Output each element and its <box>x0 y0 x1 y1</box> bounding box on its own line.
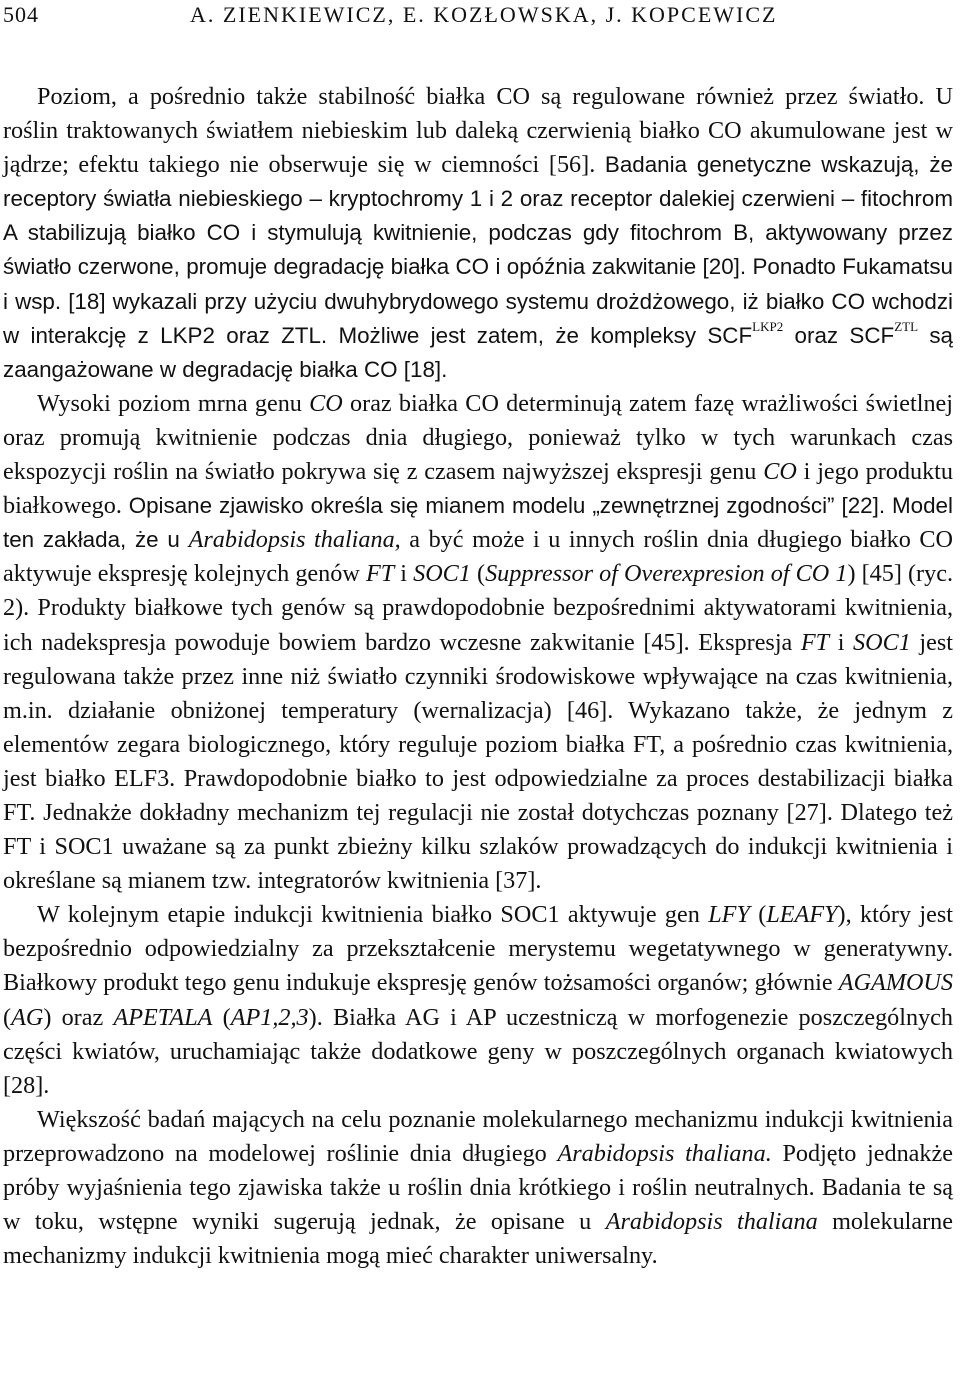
paragraph-3 <box>3 898 953 1103</box>
species-name-italic: Arabidopsis thaliana. <box>557 1139 772 1167</box>
gene-name-italic: LFY <box>708 901 750 929</box>
paragraph-2 <box>3 387 953 898</box>
running-head-authors: A. ZIENKIEWICZ, E. KOZŁOWSKA, J. KOPCEWICZ <box>190 2 778 27</box>
text-segment: molekularne mechanizmy indukcji kwitnienia mogą mieć charakter uniwersalny. <box>3 1208 954 1270</box>
text-segment: ( <box>470 560 486 588</box>
gene-name-italic: FT <box>800 628 830 656</box>
gene-name-italic: SOC1 <box>413 560 471 588</box>
text-segment: i jego produktu białkowego. <box>3 458 953 520</box>
text-segment: ). Białka AG i AP uczestniczą w morfogenezie poszczególnych części kwiatów, uruchamiając także dodatkowe geny w poszczególnych organach kwiatowych [28]. <box>3 1003 953 1099</box>
text-segment-sans: Badania genetyczne wskazują, że receptory światła niebieskiego – kryptochromy 1 i 2 oraz receptor dalekiej czerwieni – fitochrom A stabilizują białko CO i stymulują kwitnienie, podczas gdy fitochrom B, aktywowany przez światło czerwone, promuje degradację białka CO i opóźnia zakwitanie [20]. Ponadto Fukamatsu i wsp. [18] wykazali przy użyciu dwuhybrydowego systemu drożdżowego, iż białko CO wchodzi w interakcję z LKP2 oraz ZTL. Możliwe jest zatem, że kompleksy SCF <box>3 152 953 348</box>
text-segment: ), który jest bezpośrednio odpowiedzialny za przekształcenie merystemu wegetatywnego w generatywny. Białkowy produkt tego genu indukuje ekspresję genów tożsamości organów; głównie <box>3 901 953 997</box>
gene-name-italic: AP1,2,3 <box>230 1003 309 1031</box>
article-body <box>3 80 953 1273</box>
page-number: 504 <box>3 2 39 27</box>
text-segment: ) [45] (ryc. 2). Produkty białkowe tych genów są prawdopodobnie bezpośrednimi aktywatorami kwitnienia, ich nadekspresja powoduje bowiem bardzo wczesne zakwitanie [45]. Ekspresja <box>3 560 953 656</box>
paragraph-1 <box>3 80 953 387</box>
paragraph-4 <box>3 1103 953 1273</box>
gene-name-italic: CO <box>763 458 797 486</box>
gene-name-italic: AGAMOUS <box>838 969 953 997</box>
gene-name-italic: CO <box>309 389 343 417</box>
text-segment-sans: oraz SCF <box>783 322 895 348</box>
text-segment: a być może i u innych roślin dnia długiego białko CO aktywuje ekspresję kolejnych genów <box>3 526 954 588</box>
text-segment: Poziom, a pośrednio także stabilność białka CO są regulowane również przez światło. U roślin traktowanych światłem niebieskim lub daleką czerwienią białko CO akumulowane jest w jądrze; efektu takiego nie obserwuje się w ciemności [56]. <box>3 83 953 179</box>
text-segment: Wysoki poziom mrna genu <box>37 389 310 417</box>
text-segment-sans: Opisane zjawisko określa się mianem modelu „zewnętrznej zgodności” [22]. <box>128 493 892 519</box>
text-segment: oraz białka CO determinują zatem fazę wrażliwości świetlnej oraz promują kwitnienie podczas dnia długiego, ponieważ tylko w tych warunkach czas ekspozycji roślin na światło pokrywa się z czasem najwyższej ekspresji genu <box>3 389 953 486</box>
text-segment: jest regulowana także przez inne niż światło czynniki środowiskowe wpływające na czas kwitnienia, m.in. działanie obniżonej temperatury (wernalizacja) [46]. Wykazano także, że jednym z elementów zegara biologicznego, który reguluje poziom białka FT, a pośrednio czas kwitnienia, jest białko ELF3. Prawdopodobnie białko to jest odpowiedzialne za proces destabilizacji białka FT. Jednakże dokładny mechanizm tej regulacji nie został dotychczas poznany [27]. Dlatego też FT i SOC1 uważane są za punkt zbieżny kilku szlaków prowadzących do indukcji kwitnienia i określane są mianem tzw. integratorów kwitnienia [37]. <box>3 628 953 895</box>
gene-name-italic: APETALA <box>113 1003 213 1031</box>
running-header <box>3 2 950 32</box>
text-segment: W kolejnym etapie indukcji kwitnienia białko SOC1 aktywuje gen <box>37 901 709 929</box>
gene-name-italic: LEAFY <box>766 901 838 929</box>
gene-fullname-italic: Suppressor of Overexpresion of CO 1 <box>485 560 848 588</box>
text-segment-sans: są zaangażowane w degradację białka CO [18]. <box>3 322 953 382</box>
gene-name-italic: FT <box>365 560 395 588</box>
gene-name-italic: AG <box>11 1003 44 1031</box>
text-segment: ( <box>3 1003 12 1031</box>
gene-name-italic: SOC1 <box>853 628 911 656</box>
species-name-italic: Arabidopsis thaliana <box>605 1208 818 1236</box>
text-segment-sans: Model ten zakłada, że u <box>3 493 953 553</box>
text-segment: i <box>394 560 414 588</box>
text-segment: i <box>829 628 854 656</box>
text-segment: ) oraz <box>43 1003 114 1031</box>
text-segment: Podjęto jednakże próby wyjaśnienia tego zjawiska także u roślin dnia krótkiego i roślin neutralnych. Badania te są w toku, wstępne wyniki sugerują jednak, że opisane u <box>3 1139 953 1236</box>
species-name-italic: Arabidopsis thaliana, <box>188 526 401 554</box>
superscript-ztl: ZTL <box>894 318 919 334</box>
text-segment: ( <box>212 1003 231 1031</box>
superscript-lkp2: LKP2 <box>752 318 784 334</box>
text-segment: Większość badań mających na celu poznanie molekularnego mechanizmu indukcji kwitnienia przeprowadzono na modelowej roślinie dnia długiego <box>3 1105 953 1167</box>
text-segment: ( <box>749 901 767 929</box>
